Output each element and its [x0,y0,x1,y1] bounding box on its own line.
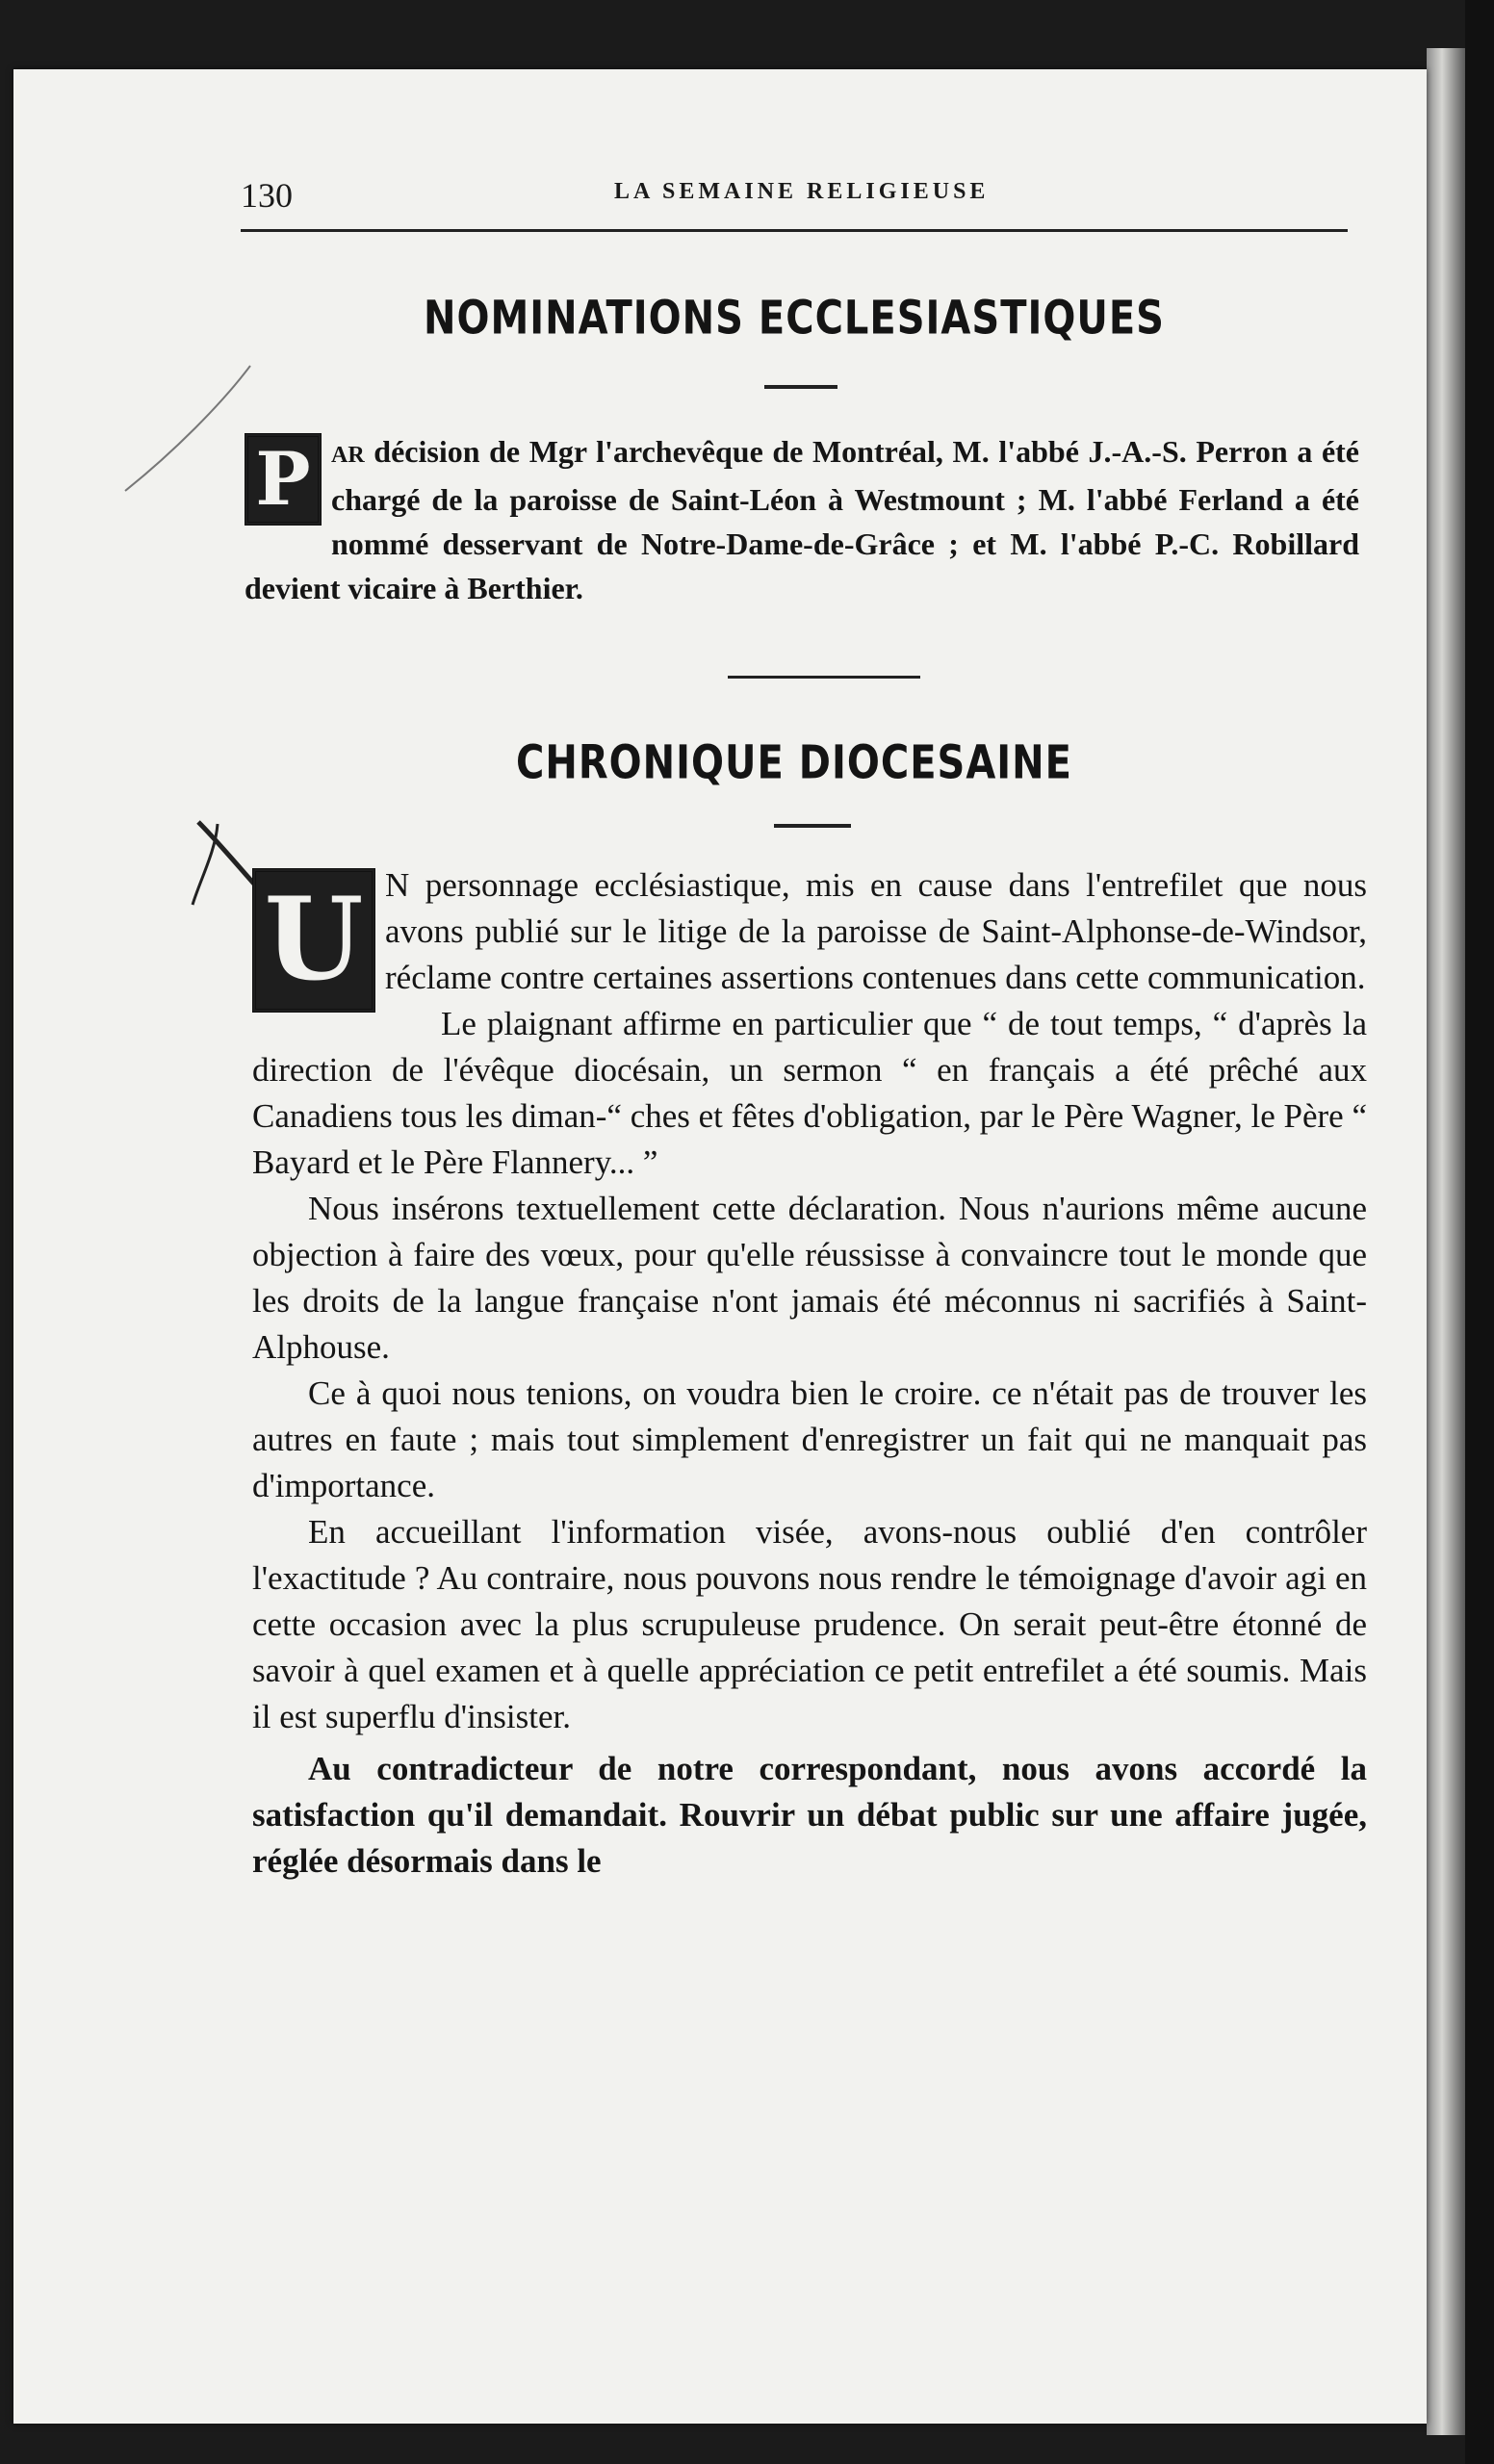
section-heading-nominations: NOMINATIONS ECCLESIASTIQUES [424,292,1165,346]
section-divider [728,676,920,679]
running-header [241,175,1348,223]
chronique-paragraph-1 [252,862,1367,1006]
paragraph-text: N personnage ecclésiastique, mis en cause dans l'entrefilet que nous avons publié sur le litige de la paroisse de Saint-Alphonse-de-Windsor, réclame contre certaines assertions contenues dans cette communication. [385,866,1367,996]
header-rule [241,229,1348,232]
chronique-paragraph-5: En accueillant l'information visée, avons-nous oublié d'en contrôler l'exactitude ? Au contraire, nous pouvons nous rendre le témoignage d'avoir agi en cette occasion avec la plus scrupuleuse prudence. On serait peut-être étonné de savoir à quel examen et à quelle appréciation ce petit entrefilet a été soumis. Mais il est superflu d'insister. [252,1513,1367,1735]
heading-divider [764,385,837,389]
running-title: LA SEMAINE RELIGIEUSE [614,179,990,204]
dropcap-p: P [245,433,322,526]
pencil-stroke-icon [116,356,260,500]
dropcap-continuation: AR [331,443,365,468]
next-page-edge [1427,48,1465,2435]
chronique-body [252,862,1367,1885]
chronique-paragraph-3: Nous insérons textuellement cette déclaration. Nous n'aurions même aucune objection à faire des vœux, pour qu'elle réussisse à convaincre tout le monde que les droits de la langue française n'ont jamais été méconnus ni sacrifiés à Saint-Alphouse. [252,1190,1367,1366]
page-number: 130 [241,176,293,215]
scanner-background-strip [1465,0,1494,2464]
nominations-text: décision de Mgr l'archevêque de Montréal, M. l'abbé J.-A.-S. Perron a été chargé de la paroisse de Saint-Léon à Westmount ; M. l'abbé Ferland a été nommé desservant de Notre-Dame-de-Grâce ; et M. l'abbé P.-C. Robillard devient vicaire à Berthier. [245,434,1359,605]
section-heading-chronique: CHRONIQUE DIOCESAINE [516,736,1072,790]
heading-divider [774,824,851,828]
dropcap-u: U [252,868,375,1013]
chronique-paragraph-4: Ce à quoi nous tenions, on voudra bien le croire. ce n'était pas de trouver les autres en faute ; mais tout simplement d'enregistrer un fait qui ne manquait pas d'importance. [252,1374,1367,1504]
chronique-paragraph-2: Le plaignant affirme en particulier que “ de tout temps, “ d'après la direction de l'évêque diocésain, un sermon “ en français a été prêché aux Canadiens tous les diman-“ ches et fêtes d'obligation, par le Père Wagner, le Père “ Bayard et le Père Flannery... ” [252,1005,1367,1181]
chronique-paragraph-6: Au contradicteur de notre correspondant, nous avons accordé la satisfaction qu'il demandait. Rouvrir un débat public sur une affaire jugée, réglée désormais dans le [252,1750,1367,1880]
nominations-paragraph [245,429,1359,610]
